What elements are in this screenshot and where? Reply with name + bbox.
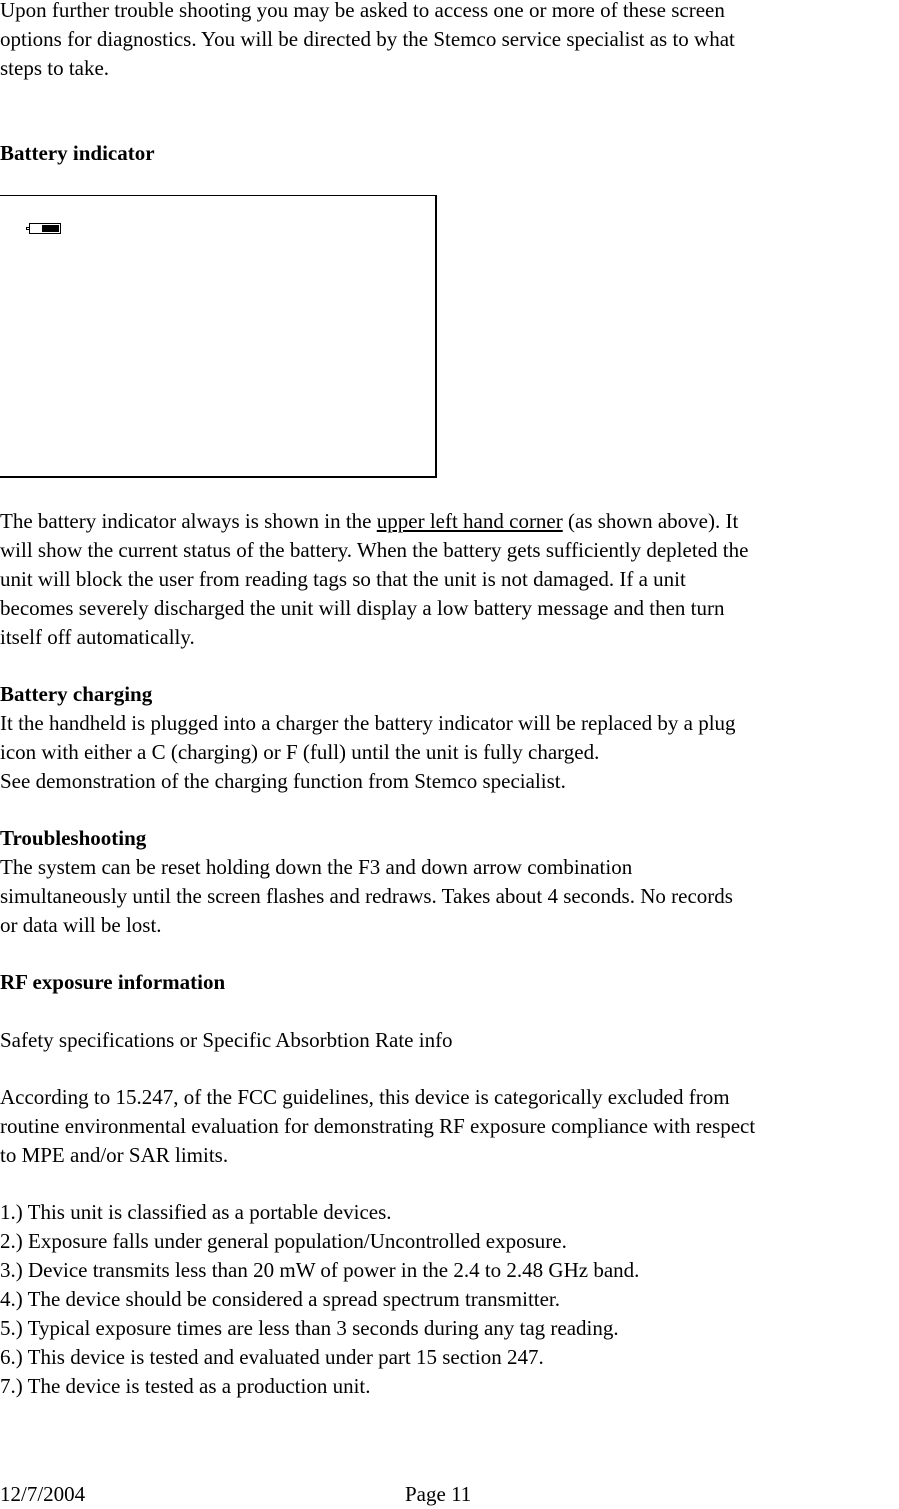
list-item: 7.) The device is tested as a production unit. xyxy=(0,1374,371,1398)
paragraph-line: becomes severely discharged the unit will display a low battery message and then turn xyxy=(0,596,725,620)
paragraph-line: or data will be lost. xyxy=(0,913,162,937)
device-screen-illustration xyxy=(0,195,437,478)
paragraph-line: simultaneously until the screen flashes and redraws. Takes about 4 seconds. No records xyxy=(0,884,733,908)
list-item: 4.) The device should be considered a spread spectrum transmitter. xyxy=(0,1287,561,1311)
intro-paragraph xyxy=(0,0,899,83)
upper-left-corner-link-text: upper left hand corner xyxy=(376,509,563,533)
battery-icon xyxy=(29,223,61,234)
paragraph-line: to MPE and/or SAR limits. xyxy=(0,1143,229,1167)
intro-line: Upon further trouble shooting you may be asked to access one or more of these screen xyxy=(0,0,725,22)
paragraph-line: It the handheld is plugged into a charger the battery indicator will be replaced by a plug xyxy=(0,711,736,735)
battery-level-fill xyxy=(42,225,59,232)
battery-indicator-paragraph xyxy=(0,507,899,652)
battery-indicator-heading: Battery indicator xyxy=(0,141,155,165)
paragraph-line: icon with either a C (charging) or F (full) until the unit is fully charged. xyxy=(0,740,600,764)
battery-charging-section xyxy=(0,680,899,796)
paragraph-line: will show the current status of the battery. When the battery gets sufficiently depleted the xyxy=(0,538,749,562)
list-item: 5.) Typical exposure times are less than 3 seconds during any tag reading. xyxy=(0,1316,619,1340)
paragraph-line: itself off automatically. xyxy=(0,625,195,649)
battery-text-prefix: The battery indicator always is shown in the xyxy=(0,509,377,533)
troubleshooting-section xyxy=(0,824,899,940)
list-item: 6.) This device is tested and evaluated under part 15 section 247. xyxy=(0,1345,544,1369)
paragraph-line: According to 15.247, of the FCC guidelines, this device is categorically excluded from xyxy=(0,1085,730,1109)
list-item: 3.) Device transmits less than 20 mW of power in the 2.4 to 2.48 GHz band. xyxy=(0,1258,640,1282)
paragraph-line: unit will block the user from reading tags so that the unit is not damaged. If a unit xyxy=(0,567,686,591)
paragraph-line xyxy=(0,507,899,536)
rf-exposure-heading: RF exposure information xyxy=(0,970,226,994)
paragraph-line: The system can be reset holding down the F3 and down arrow combination xyxy=(0,855,633,879)
rf-list xyxy=(0,1198,899,1401)
list-item: 1.) This unit is classified as a portable devices. xyxy=(0,1200,392,1224)
paragraph-line: See demonstration of the charging function from Stemco specialist. xyxy=(0,769,566,793)
intro-line: steps to take. xyxy=(0,56,110,80)
battery-charging-heading: Battery charging xyxy=(0,682,153,706)
list-item: 2.) Exposure falls under general population/Uncontrolled exposure. xyxy=(0,1229,567,1253)
troubleshooting-heading: Troubleshooting xyxy=(0,826,147,850)
intro-line: options for diagnostics. You will be directed by the Stemco service specialist as to what xyxy=(0,27,735,51)
rf-subheading: Safety specifications or Specific Absorbtion Rate info xyxy=(0,1028,453,1052)
rf-paragraph xyxy=(0,1083,899,1170)
footer-page-number: Page 11 xyxy=(405,1482,472,1506)
battery-text-suffix: (as shown above). It xyxy=(562,509,739,533)
paragraph-line: routine environmental evaluation for demonstrating RF exposure compliance with respect xyxy=(0,1114,756,1138)
footer-date: 12/7/2004 xyxy=(0,1482,86,1506)
